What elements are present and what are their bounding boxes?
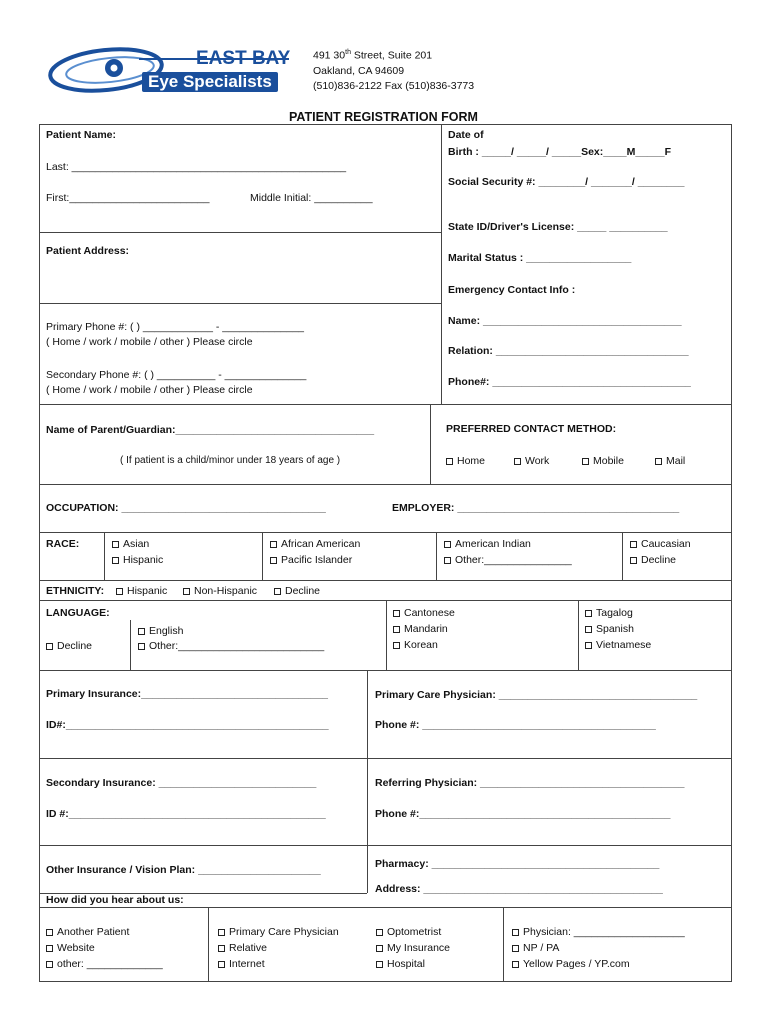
referring-phone-field[interactable]: Phone #:___________________________________________ <box>375 808 671 820</box>
referring-physician-field[interactable]: Referring Physician: ___________________________________ <box>375 777 685 789</box>
emergency-name-field[interactable]: Name: __________________________________ <box>448 315 682 327</box>
language-korean-checkbox[interactable]: Korean <box>393 639 438 651</box>
other-insurance-field[interactable]: Other Insurance / Vision Plan: _____________________ <box>46 864 321 876</box>
first-name-field[interactable]: First:________________________ <box>46 192 210 204</box>
referral-source-label: How did you hear about us: <box>46 894 184 906</box>
checkbox-icon <box>46 643 53 650</box>
divider <box>104 532 105 580</box>
language-tagalog-checkbox[interactable]: Tagalog <box>585 607 633 619</box>
checkbox-icon <box>630 557 637 564</box>
hear-website-checkbox[interactable]: Website <box>46 942 95 954</box>
checkbox-icon <box>655 458 662 465</box>
checkbox-icon <box>393 642 400 649</box>
divider <box>130 620 131 670</box>
contact-method-label: PREFERRED CONTACT METHOD: <box>446 423 617 435</box>
hear-relative-checkbox[interactable]: Relative <box>218 942 267 954</box>
marital-status-field[interactable]: Marital Status : __________________ <box>448 252 632 264</box>
emergency-contact-label: Emergency Contact Info : <box>448 284 576 296</box>
hear-physician-checkbox[interactable]: Physician: ___________________ <box>512 926 685 938</box>
patient-address-label[interactable]: Patient Address: <box>46 245 130 257</box>
divider <box>430 404 431 484</box>
primary-insurance-field[interactable]: Primary Insurance:________________________________ <box>46 688 328 700</box>
race-hispanic-checkbox[interactable]: Hispanic <box>112 554 163 566</box>
hear-pcp-checkbox[interactable]: Primary Care Physician <box>218 926 339 938</box>
clinic-address-line2: Oakland, CA 94609 <box>313 65 405 77</box>
checkbox-icon <box>46 945 53 952</box>
pharmacy-field[interactable]: Pharmacy: _______________________________________ <box>375 858 660 870</box>
primary-care-physician-field[interactable]: Primary Care Physician: __________________________________ <box>375 689 698 701</box>
race-african-american-checkbox[interactable]: African American <box>270 538 360 550</box>
divider <box>367 670 368 893</box>
checkbox-icon <box>112 557 119 564</box>
ethnicity-label: ETHNICITY: <box>46 585 105 597</box>
secondary-insurance-id-field[interactable]: ID #:____________________________________________ <box>46 808 326 820</box>
language-spanish-checkbox[interactable]: Spanish <box>585 623 634 635</box>
race-other-checkbox[interactable]: Other:_______________ <box>444 554 572 566</box>
hear-np-pa-checkbox[interactable]: NP / PA <box>512 942 559 954</box>
contact-work-checkbox[interactable]: Work <box>514 455 549 467</box>
checkbox-icon <box>376 929 383 936</box>
race-asian-checkbox[interactable]: Asian <box>112 538 149 550</box>
license-field[interactable]: State ID/Driver's License: _____ __________ <box>448 221 668 233</box>
contact-home-checkbox[interactable]: Home <box>446 455 485 467</box>
divider <box>39 907 732 908</box>
checkbox-icon <box>376 961 383 968</box>
divider <box>39 845 732 846</box>
divider <box>622 532 623 580</box>
pcp-phone-field[interactable]: Phone #: ________________________________________ <box>375 719 656 731</box>
form-title: PATIENT REGISTRATION FORM <box>289 110 478 124</box>
contact-mail-checkbox[interactable]: Mail <box>655 455 685 467</box>
divider <box>39 670 732 671</box>
divider <box>39 532 732 533</box>
race-caucasian-checkbox[interactable]: Caucasian <box>630 538 691 550</box>
primary-insurance-id-field[interactable]: ID#:_____________________________________________ <box>46 719 329 731</box>
hear-other-checkbox[interactable]: other: _____________ <box>46 958 163 970</box>
race-decline-checkbox[interactable]: Decline <box>630 554 676 566</box>
logo-text-top: EAST BAY <box>196 48 291 69</box>
divider <box>39 404 732 405</box>
divider <box>39 303 441 304</box>
checkbox-icon <box>138 628 145 635</box>
checkbox-icon <box>512 945 519 952</box>
checkbox-icon <box>446 458 453 465</box>
hear-optometrist-checkbox[interactable]: Optometrist <box>376 926 441 938</box>
divider <box>262 532 263 580</box>
checkbox-icon <box>376 945 383 952</box>
dob-label: Date of <box>448 129 484 141</box>
divider <box>436 532 437 580</box>
divider <box>578 600 579 670</box>
divider <box>39 758 732 759</box>
checkbox-icon <box>270 541 277 548</box>
language-decline-checkbox[interactable]: Decline <box>46 640 92 652</box>
guardian-note: ( If patient is a child/minor under 18 years of age ) <box>120 455 341 466</box>
dob-sex-field[interactable]: Birth : _____/ _____/ _____Sex:____M_____F <box>448 146 671 158</box>
ssn-field[interactable]: Social Security #: ________/ _______/ ________ <box>448 176 685 188</box>
divider <box>208 907 209 982</box>
checkbox-icon <box>585 642 592 649</box>
checkbox-icon <box>514 458 521 465</box>
language-cantonese-checkbox[interactable]: Cantonese <box>393 607 455 619</box>
pharmacy-address-field[interactable]: Address: _________________________________________ <box>375 883 663 895</box>
occupation-field[interactable]: OCCUPATION: ___________________________________ <box>46 502 326 514</box>
language-label: LANGUAGE: <box>46 607 110 619</box>
checkbox-icon <box>46 961 53 968</box>
checkbox-icon <box>218 929 225 936</box>
checkbox-icon <box>444 557 451 564</box>
ethnicity-decline-checkbox[interactable]: Decline <box>274 585 320 597</box>
secondary-phone-note: ( Home / work / mobile / other ) Please circle <box>46 384 253 396</box>
emergency-relation-field[interactable]: Relation: _________________________________ <box>448 345 689 357</box>
clinic-address-line1: 491 30th Street, Suite 201 <box>313 49 433 62</box>
hear-another-patient-checkbox[interactable]: Another Patient <box>46 926 129 938</box>
secondary-phone-field[interactable]: Secondary Phone #: ( ) __________ - ______________ <box>46 369 307 381</box>
checkbox-icon <box>444 541 451 548</box>
contact-mobile-checkbox[interactable]: Mobile <box>582 455 624 467</box>
language-mandarin-checkbox[interactable]: Mandarin <box>393 623 448 635</box>
checkbox-icon <box>512 961 519 968</box>
race-pacific-islander-checkbox[interactable]: Pacific Islander <box>270 554 352 566</box>
divider <box>441 124 442 404</box>
checkbox-icon <box>112 541 119 548</box>
clinic-phone-fax: (510)836-2122 Fax (510)836-3773 <box>313 80 475 92</box>
language-vietnamese-checkbox[interactable]: Vietnamese <box>585 639 651 651</box>
checkbox-icon <box>393 626 400 633</box>
primary-phone-note: ( Home / work / mobile / other ) Please circle <box>46 336 253 348</box>
divider <box>503 907 504 982</box>
checkbox-icon <box>585 610 592 617</box>
hear-hospital-checkbox[interactable]: Hospital <box>376 958 425 970</box>
last-name-field[interactable]: Last: _______________________________________________ <box>46 161 347 173</box>
secondary-insurance-field[interactable]: Secondary Insurance: ___________________________ <box>46 777 317 789</box>
checkbox-icon <box>46 929 53 936</box>
hear-my-insurance-checkbox[interactable]: My Insurance <box>376 942 450 954</box>
language-other-checkbox[interactable]: Other:_________________________ <box>138 640 324 652</box>
checkbox-icon <box>218 961 225 968</box>
ethnicity-non-hispanic-checkbox[interactable]: Non-Hispanic <box>183 585 257 597</box>
guardian-field[interactable]: Name of Parent/Guardian:__________________________________ <box>46 424 375 436</box>
logo <box>44 42 294 98</box>
checkbox-icon <box>116 588 123 595</box>
checkbox-icon <box>270 557 277 564</box>
checkbox-icon <box>138 643 145 650</box>
hear-internet-checkbox[interactable]: Internet <box>218 958 265 970</box>
divider <box>39 232 441 233</box>
race-american-indian-checkbox[interactable]: American Indian <box>444 538 531 550</box>
divider <box>386 600 387 670</box>
divider <box>39 484 732 485</box>
checkbox-icon <box>512 929 519 936</box>
emergency-phone-field[interactable]: Phone#: __________________________________ <box>448 376 691 388</box>
logo-text-bottom: Eye Specialists <box>142 72 278 92</box>
divider <box>39 580 732 581</box>
primary-phone-field[interactable]: Primary Phone #: ( ) ____________ - ______________ <box>46 321 305 333</box>
checkbox-icon <box>274 588 281 595</box>
patient-name-label: Patient Name: <box>46 129 117 141</box>
checkbox-icon <box>630 541 637 548</box>
checkbox-icon <box>183 588 190 595</box>
race-label: RACE: <box>46 538 80 550</box>
ethnicity-hispanic-checkbox[interactable]: Hispanic <box>116 585 167 597</box>
checkbox-icon <box>585 626 592 633</box>
checkbox-icon <box>218 945 225 952</box>
hear-yellow-pages-checkbox[interactable]: Yellow Pages / YP.com <box>512 958 630 970</box>
employer-field[interactable]: EMPLOYER: ______________________________________ <box>392 502 680 514</box>
checkbox-icon <box>582 458 589 465</box>
language-english-checkbox[interactable]: English <box>138 625 183 637</box>
middle-initial-field[interactable]: Middle Initial: __________ <box>250 192 373 204</box>
checkbox-icon <box>393 610 400 617</box>
